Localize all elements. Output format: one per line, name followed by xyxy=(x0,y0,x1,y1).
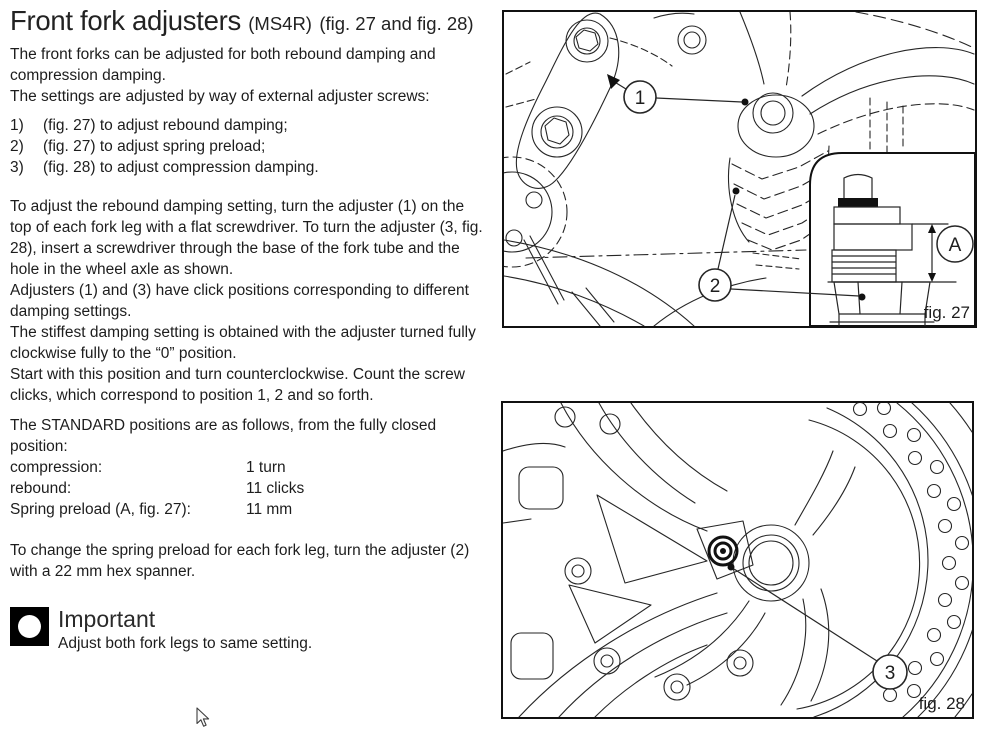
adjuster-list xyxy=(10,115,484,178)
fig27-caption: fig. 27 xyxy=(923,303,970,322)
setting-label: rebound: xyxy=(10,480,72,497)
callout-1 xyxy=(607,74,749,113)
page-title-note: (MS4R) xyxy=(248,13,312,34)
intro-paragraph-1: The front forks can be adjusted for both rebound damping and compression damping. xyxy=(10,46,436,84)
standard-positions xyxy=(10,415,484,520)
fig27-drawing xyxy=(504,12,975,326)
dimension-a-label: A xyxy=(948,235,962,256)
mouse-cursor xyxy=(196,707,212,729)
fig28-caption: fig. 28 xyxy=(918,694,965,713)
body-paragraph-2: Adjusters (1) and (3) have click positions corresponding to different damping settings. xyxy=(10,282,469,320)
setting-label: compression: xyxy=(10,459,103,476)
important-heading: Important xyxy=(58,606,156,632)
important-note xyxy=(10,607,484,654)
body-paragraphs xyxy=(10,196,484,406)
page-title-figref: (fig. 27 and fig. 28) xyxy=(319,13,474,34)
setting-value: 11 mm xyxy=(246,501,293,518)
preload-inset xyxy=(810,153,975,326)
list-item-number: 1) xyxy=(10,117,24,134)
settings-row xyxy=(10,499,484,520)
page-title-main: Front fork adjusters xyxy=(10,5,241,36)
list-item-text: (fig. 27) to adjust spring preload; xyxy=(43,138,266,155)
list-item-number: 2) xyxy=(10,138,24,155)
figure-27 xyxy=(502,10,977,328)
important-icon-dot xyxy=(18,615,41,638)
list-item xyxy=(10,115,484,136)
preload-note: To change the spring preload for each fork leg, turn the adjuster (2) with a 22 mm hex spanner. xyxy=(10,542,470,580)
list-item xyxy=(10,136,484,157)
important-body xyxy=(58,607,312,654)
body-paragraph-1: To adjust the rebound damping setting, turn the adjuster (1) on the top of each fork leg with a flat screwdriver. To turn the adjuster (3, fig. 28), insert a screwdriver through the base of the fork tube and the hole in the wheel axle as shown. xyxy=(10,198,483,278)
setting-value: 11 clicks xyxy=(246,480,305,497)
body-paragraph-4: Start with this position and turn counterclockwise. Count the screw clicks, which correspond to position 1, 2 and so forth. xyxy=(10,366,465,404)
body-paragraph-3: The stiffest damping setting is obtained with the adjuster turned fully clockwise fully to the “0” position. xyxy=(10,324,476,362)
list-item-number: 3) xyxy=(10,159,24,176)
setting-label: Spring preload (A, fig. 27): xyxy=(10,501,191,518)
important-text: Adjust both fork legs to same setting. xyxy=(58,635,313,652)
important-icon xyxy=(10,607,49,646)
settings-row xyxy=(10,457,484,478)
list-item-text: (fig. 28) to adjust compression damping. xyxy=(43,159,319,176)
callout-1-label: 1 xyxy=(634,88,646,109)
callout-3-label: 3 xyxy=(884,663,896,684)
text-column xyxy=(10,5,484,654)
settings-row xyxy=(10,478,484,499)
page-title xyxy=(10,5,484,40)
intro-paragraph-2: The settings are adjusted by way of external adjuster screws: xyxy=(10,88,430,105)
callout-3 xyxy=(728,564,908,690)
figure-28 xyxy=(501,401,974,719)
setting-value: 1 turn xyxy=(246,459,286,476)
list-item-text: (fig. 27) to adjust rebound damping; xyxy=(43,117,288,134)
callout-2-label: 2 xyxy=(709,276,721,297)
fig28-drawing xyxy=(503,403,972,717)
standard-heading: The STANDARD positions are as follows, from the fully closed position: xyxy=(10,417,437,455)
list-item xyxy=(10,157,484,178)
compression-adjuster-screw xyxy=(709,537,737,565)
